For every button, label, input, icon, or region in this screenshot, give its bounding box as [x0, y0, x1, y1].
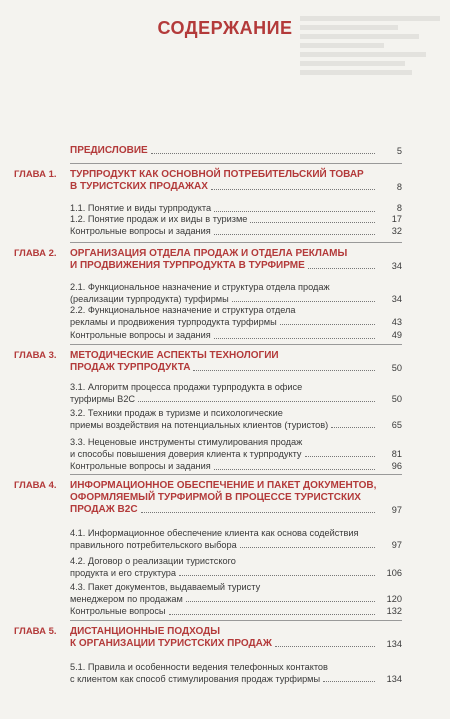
section-title-text: 4.2. Договор о реализации туристского — [70, 556, 236, 566]
dot-leader — [179, 575, 375, 576]
toc-section[interactable] — [0, 606, 450, 618]
chapter-title-line — [70, 260, 450, 272]
chapter-number: ГЛАВА 4. — [14, 480, 57, 491]
chapter-page: 50 — [391, 363, 402, 373]
toc-chapter[interactable] — [0, 169, 450, 193]
section-page: 8 — [396, 203, 402, 213]
section-title-line — [70, 203, 450, 215]
dot-leader — [250, 222, 375, 223]
chapter-title-line — [70, 169, 450, 181]
section-page: 120 — [386, 593, 402, 604]
section-title-line — [70, 382, 450, 394]
dot-leader — [305, 456, 375, 457]
section-title-text: приемы воздействия на потенциальных клиентов (туристов) — [70, 419, 329, 430]
chapter-title-text: В ТУРИСТСКИХ ПРОДАЖАХ — [70, 181, 208, 192]
section-title-line — [70, 330, 450, 342]
section-title-text: 1.1. Понятие и виды турпродукта — [70, 203, 212, 213]
toc-section[interactable] — [0, 203, 450, 215]
toc-section[interactable] — [0, 408, 450, 431]
dot-leader — [141, 512, 375, 513]
chapter-number: ГЛАВА 3. — [14, 350, 57, 361]
section-title-line — [70, 540, 450, 552]
chapter-title-line — [70, 181, 450, 193]
section-title-line — [70, 305, 450, 317]
chapter-separator — [70, 242, 402, 243]
section-title-line — [70, 437, 450, 449]
section-title-text: 1.2. Понятие продаж и их виды в туризме — [70, 214, 248, 224]
preface-line — [70, 145, 450, 157]
toc-section[interactable] — [0, 330, 450, 342]
dot-leader — [232, 301, 375, 302]
toc-chapter[interactable] — [0, 248, 450, 272]
section-page: 134 — [386, 673, 402, 684]
chapter-title-text: ДИСТАНЦИОННЫЕ ПОДХОДЫ — [70, 626, 221, 637]
toc-section[interactable] — [0, 461, 450, 473]
dot-leader — [151, 153, 375, 154]
toc-chapter[interactable] — [0, 480, 450, 516]
section-title-line — [70, 568, 450, 580]
dot-leader — [323, 681, 375, 682]
section-title-line — [70, 214, 450, 226]
section-title-line — [70, 582, 450, 594]
section-title-text: 3.2. Техники продаж в туризме и психологические — [70, 408, 283, 418]
chapter-separator — [70, 620, 402, 621]
dot-leader — [240, 547, 375, 548]
section-title-line — [70, 461, 450, 473]
section-title-line — [70, 449, 450, 461]
preface-page: 5 — [396, 146, 402, 156]
section-page: 97 — [391, 539, 402, 550]
chapter-page: 34 — [391, 261, 402, 271]
section-title-text: рекламы и продвижения турпродукта турфирмы — [70, 316, 277, 327]
section-title-line — [70, 394, 450, 406]
chapter-separator — [70, 474, 402, 475]
chapter-page: 97 — [391, 505, 402, 515]
section-page: 106 — [386, 567, 402, 578]
section-title-text: Контрольные вопросы и задания — [70, 226, 211, 236]
dot-leader — [275, 646, 375, 647]
chapter-title-line — [70, 504, 450, 516]
section-page: 81 — [391, 448, 402, 459]
section-title-text: Контрольные вопросы — [70, 606, 166, 616]
section-title-text: турфирмы B2C — [70, 393, 136, 404]
dot-leader — [211, 189, 375, 190]
section-title-line — [70, 226, 450, 238]
chapter-number: ГЛАВА 2. — [14, 248, 57, 259]
chapter-title-text: И ПРОДВИЖЕНИЯ ТУРПРОДУКТА В ТУРФИРМЕ — [70, 260, 305, 271]
section-title-line — [70, 606, 450, 618]
chapter-title-line — [70, 248, 450, 260]
toc-section[interactable] — [0, 662, 450, 685]
chapter-title-text: МЕТОДИЧЕСКИЕ АСПЕКТЫ ТЕХНОЛОГИИ — [70, 350, 279, 361]
toc-chapter[interactable] — [0, 626, 450, 650]
dot-leader — [280, 324, 375, 325]
chapter-title-text: ПРОДАЖ B2C — [70, 504, 138, 515]
toc-section[interactable] — [0, 282, 450, 305]
preface-label: ПРЕДИСЛОВИЕ — [70, 145, 148, 156]
section-title-line — [70, 594, 450, 606]
chapter-title-line — [70, 492, 450, 504]
section-page: 32 — [391, 226, 402, 236]
toc-section[interactable] — [0, 556, 450, 579]
section-title-text: правильного потребительского выбора — [70, 539, 237, 550]
chapter-title-line — [70, 350, 450, 362]
toc-section[interactable] — [0, 305, 450, 328]
section-title-text: Контрольные вопросы и задания — [70, 330, 211, 340]
section-title-text: 3.3. Неценовые инструменты стимулирования продаж — [70, 437, 303, 447]
section-title-line — [70, 294, 450, 306]
chapter-title-text: ИНФОРМАЦИОННОЕ ОБЕСПЕЧЕНИЕ И ПАКЕТ ДОКУМЕНТОВ, — [70, 480, 377, 491]
dot-leader — [214, 234, 375, 235]
dot-leader — [138, 401, 375, 402]
section-page: 34 — [391, 293, 402, 304]
toc-section[interactable] — [0, 582, 450, 605]
section-title-text: 3.1. Алгоритм процесса продажи турпродукта в офисе — [70, 382, 303, 392]
section-title-text: 2.1. Функциональное назначение и структура отдела продаж — [70, 282, 330, 292]
dot-leader — [214, 469, 375, 470]
section-title-line — [70, 528, 450, 540]
section-page: 17 — [391, 214, 402, 224]
section-title-text: и способы повышения доверия клиента к турпродукту — [70, 448, 302, 459]
dot-leader — [308, 268, 375, 269]
toc-entry-preface[interactable] — [0, 145, 450, 157]
section-title-line — [70, 556, 450, 568]
section-title-text: с клиентом как способ стимулирования продаж турфирмы — [70, 673, 321, 684]
dot-leader — [214, 338, 375, 339]
section-page: 96 — [391, 461, 402, 471]
page-title: СОДЕРЖАНИЕ — [157, 18, 293, 38]
section-title-text: 2.2. Функциональное назначение и структура отдела — [70, 305, 296, 315]
section-title-text: менеджером по продажам — [70, 593, 183, 604]
section-title-text: Контрольные вопросы и задания — [70, 461, 211, 471]
chapter-title-line — [70, 626, 450, 638]
toc-section[interactable] — [0, 437, 450, 460]
chapter-page: 134 — [386, 639, 402, 649]
section-title-line — [70, 282, 450, 294]
chapter-page: 8 — [396, 182, 402, 192]
section-title-line — [70, 662, 450, 674]
chapter-title-text: ТУРПРОДУКТ КАК ОСНОВНОЙ ПОТРЕБИТЕЛЬСКИЙ ТОВАР — [70, 169, 364, 180]
toc-chapter[interactable] — [0, 350, 450, 374]
chapter-title-line — [70, 480, 450, 492]
section-title-text: продукта и его структура — [70, 567, 176, 578]
section-title-text: 5.1. Правила и особенности ведения телефонных контактов — [70, 662, 328, 672]
dot-leader — [193, 370, 375, 371]
chapter-number: ГЛАВА 5. — [14, 626, 57, 637]
dot-leader — [331, 427, 375, 428]
chapter-title-text: ПРОДАЖ ТУРПРОДУКТА — [70, 362, 191, 373]
section-title-text: (реализации турпродукта) турфирмы — [70, 293, 229, 304]
dot-leader — [169, 614, 375, 615]
section-page: 50 — [391, 393, 402, 404]
section-page: 43 — [391, 316, 402, 327]
chapter-number: ГЛАВА 1. — [14, 169, 57, 180]
toc-section[interactable] — [0, 528, 450, 551]
chapter-title-line — [70, 638, 450, 650]
chapter-separator — [70, 163, 402, 164]
chapter-title-text: ОФОРМЛЯЕМЫЙ ТУРФИРМОЙ В ПРОЦЕССЕ ТУРИСТСКИХ — [70, 492, 361, 503]
section-title-text: 4.1. Информационное обеспечение клиента как основа содействия — [70, 528, 359, 538]
section-page: 49 — [391, 330, 402, 340]
section-page: 132 — [386, 606, 402, 616]
dot-leader — [186, 601, 375, 602]
toc-section[interactable] — [0, 382, 450, 405]
section-title-line — [70, 674, 450, 686]
chapter-separator — [70, 344, 402, 345]
section-page: 65 — [391, 419, 402, 430]
section-title-line — [70, 420, 450, 432]
toc-section[interactable] — [0, 226, 450, 238]
chapter-title-line — [70, 362, 450, 374]
dot-leader — [214, 211, 375, 212]
toc-section[interactable] — [0, 214, 450, 226]
chapter-title-text: К ОРГАНИЗАЦИИ ТУРИСТСКИХ ПРОДАЖ — [70, 638, 272, 649]
section-title-line — [70, 317, 450, 329]
section-title-text: 4.3. Пакет документов, выдаваемый туристу — [70, 582, 261, 592]
chapter-title-text: ОРГАНИЗАЦИЯ ОТДЕЛА ПРОДАЖ И ОТДЕЛА РЕКЛАМЫ — [70, 248, 348, 259]
section-title-line — [70, 408, 450, 420]
